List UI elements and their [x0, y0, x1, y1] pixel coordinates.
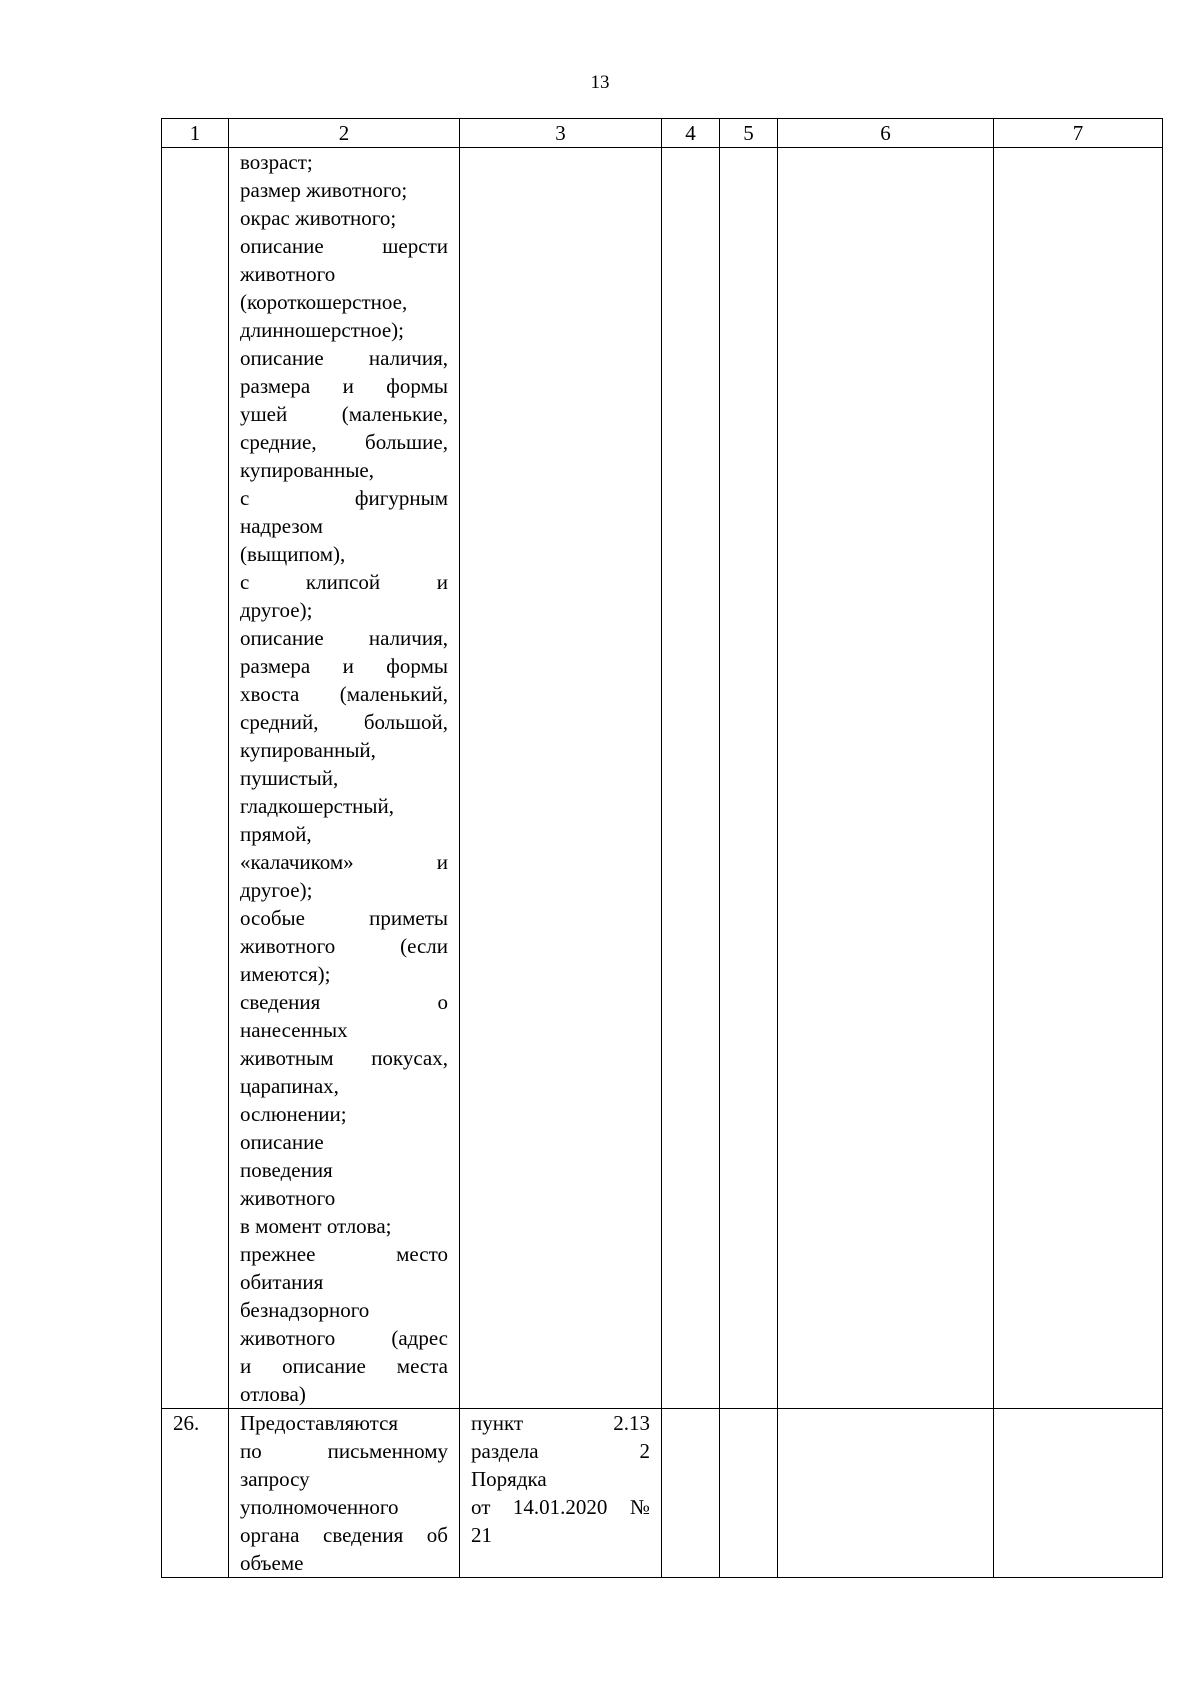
description-line: описание наличия,	[240, 346, 448, 370]
description-line: (короткошерстное,	[240, 290, 408, 314]
row-26-description-line: по письменному	[240, 1439, 448, 1463]
header-col-1: 1	[162, 119, 229, 148]
row-continued-col4	[662, 148, 720, 1409]
description-line: животного (если	[240, 934, 448, 958]
row-26-legal-basis-lines	[471, 1409, 650, 1549]
table-header-row	[162, 119, 1163, 148]
description-line: прежнее место	[240, 1242, 448, 1266]
description-line: имеются);	[240, 962, 331, 986]
description-line: отлова)	[240, 1382, 306, 1406]
description-line: поведения	[240, 1158, 333, 1182]
description-line: «калачиком» и	[240, 850, 448, 874]
row-26-legal-basis-line: пункт 2.13	[471, 1411, 650, 1435]
description-line: обитания	[240, 1270, 324, 1294]
description-line: с фигурным	[240, 486, 448, 510]
header-col-2: 2	[229, 119, 460, 148]
description-line: в момент отлова;	[240, 1214, 392, 1238]
page-number: 13	[590, 72, 610, 93]
row-continued-number	[162, 148, 229, 1409]
description-line: возраст;	[240, 150, 313, 174]
description-line: надрезом	[240, 514, 323, 538]
description-line: купированные,	[240, 458, 374, 482]
description-line: ушей (маленькие,	[240, 402, 448, 426]
row-26-legal-basis-line: Порядка	[471, 1467, 547, 1491]
row-26-legal-basis	[460, 1409, 662, 1578]
description-line: описание наличия,	[240, 626, 448, 650]
description-line: описание	[240, 1130, 324, 1154]
regulation-table	[161, 118, 1163, 1578]
description-line: гладкошерстный,	[240, 794, 394, 818]
description-line: прямой,	[240, 822, 312, 846]
description-line: размер животного;	[240, 178, 408, 202]
description-line: с клипсой и	[240, 570, 448, 594]
row-26-legal-basis-line: раздела 2	[471, 1439, 650, 1463]
description-line: безнадзорного	[240, 1298, 370, 1322]
description-line: хвоста (маленький,	[240, 682, 448, 706]
table-row-26	[162, 1409, 1163, 1578]
header-col-6: 6	[778, 119, 994, 148]
row-continued-col3	[460, 148, 662, 1409]
row-26-description-line: запросу	[240, 1467, 310, 1491]
header-col-5: 5	[720, 119, 778, 148]
table-row-continued	[162, 148, 1163, 1409]
description-line: средний, большой,	[240, 710, 448, 734]
description-line: средние, большие,	[240, 430, 448, 454]
row-26-legal-basis-line: от 14.01.2020 №	[471, 1495, 650, 1519]
row-26-legal-basis-line: 21	[471, 1523, 492, 1547]
description-line: сведения о	[240, 990, 448, 1014]
header-col-7: 7	[994, 119, 1163, 148]
description-line: окрас животного;	[240, 206, 397, 230]
description-line: особые приметы	[240, 906, 448, 930]
row-26-col4	[662, 1409, 720, 1578]
description-line: длинношерстное);	[240, 318, 405, 342]
description-line: купированный,	[240, 738, 376, 762]
row-continued-col6	[778, 148, 994, 1409]
description-line: животного	[240, 1186, 336, 1210]
description-line: и описание места	[240, 1354, 448, 1378]
row-26-number: 26.	[162, 1409, 229, 1578]
description-line: животного (адрес	[240, 1326, 448, 1350]
row-26-description-line: объеме	[240, 1551, 304, 1575]
description-line: ослюнении;	[240, 1102, 347, 1126]
description-line: размера и формы	[240, 374, 448, 398]
description-lines	[240, 148, 448, 1408]
description-line: другое);	[240, 878, 313, 902]
row-26-description-lines	[240, 1409, 448, 1577]
description-line: другое);	[240, 598, 313, 622]
row-26-col5	[720, 1409, 778, 1578]
description-line: царапинах,	[240, 1074, 339, 1098]
description-line: пушистый,	[240, 766, 339, 790]
description-line: животным покусах,	[240, 1046, 448, 1070]
description-line: животного	[240, 262, 336, 286]
row-continued-col7	[994, 148, 1163, 1409]
description-line: (выщипом),	[240, 542, 346, 566]
row-continued-col5	[720, 148, 778, 1409]
row-26-col7	[994, 1409, 1163, 1578]
row-26-description	[229, 1409, 460, 1578]
row-continued-description	[229, 148, 460, 1409]
header-col-3: 3	[460, 119, 662, 148]
row-26-description-line: Предоставляются	[240, 1411, 399, 1435]
header-col-4: 4	[662, 119, 720, 148]
row-26-col6	[778, 1409, 994, 1578]
description-line: описание шерсти	[240, 234, 448, 258]
description-line: нанесенных	[240, 1018, 348, 1042]
row-26-description-line: органа сведения об	[240, 1523, 448, 1547]
description-line: размера и формы	[240, 654, 448, 678]
row-26-description-line: уполномоченного	[240, 1495, 399, 1519]
